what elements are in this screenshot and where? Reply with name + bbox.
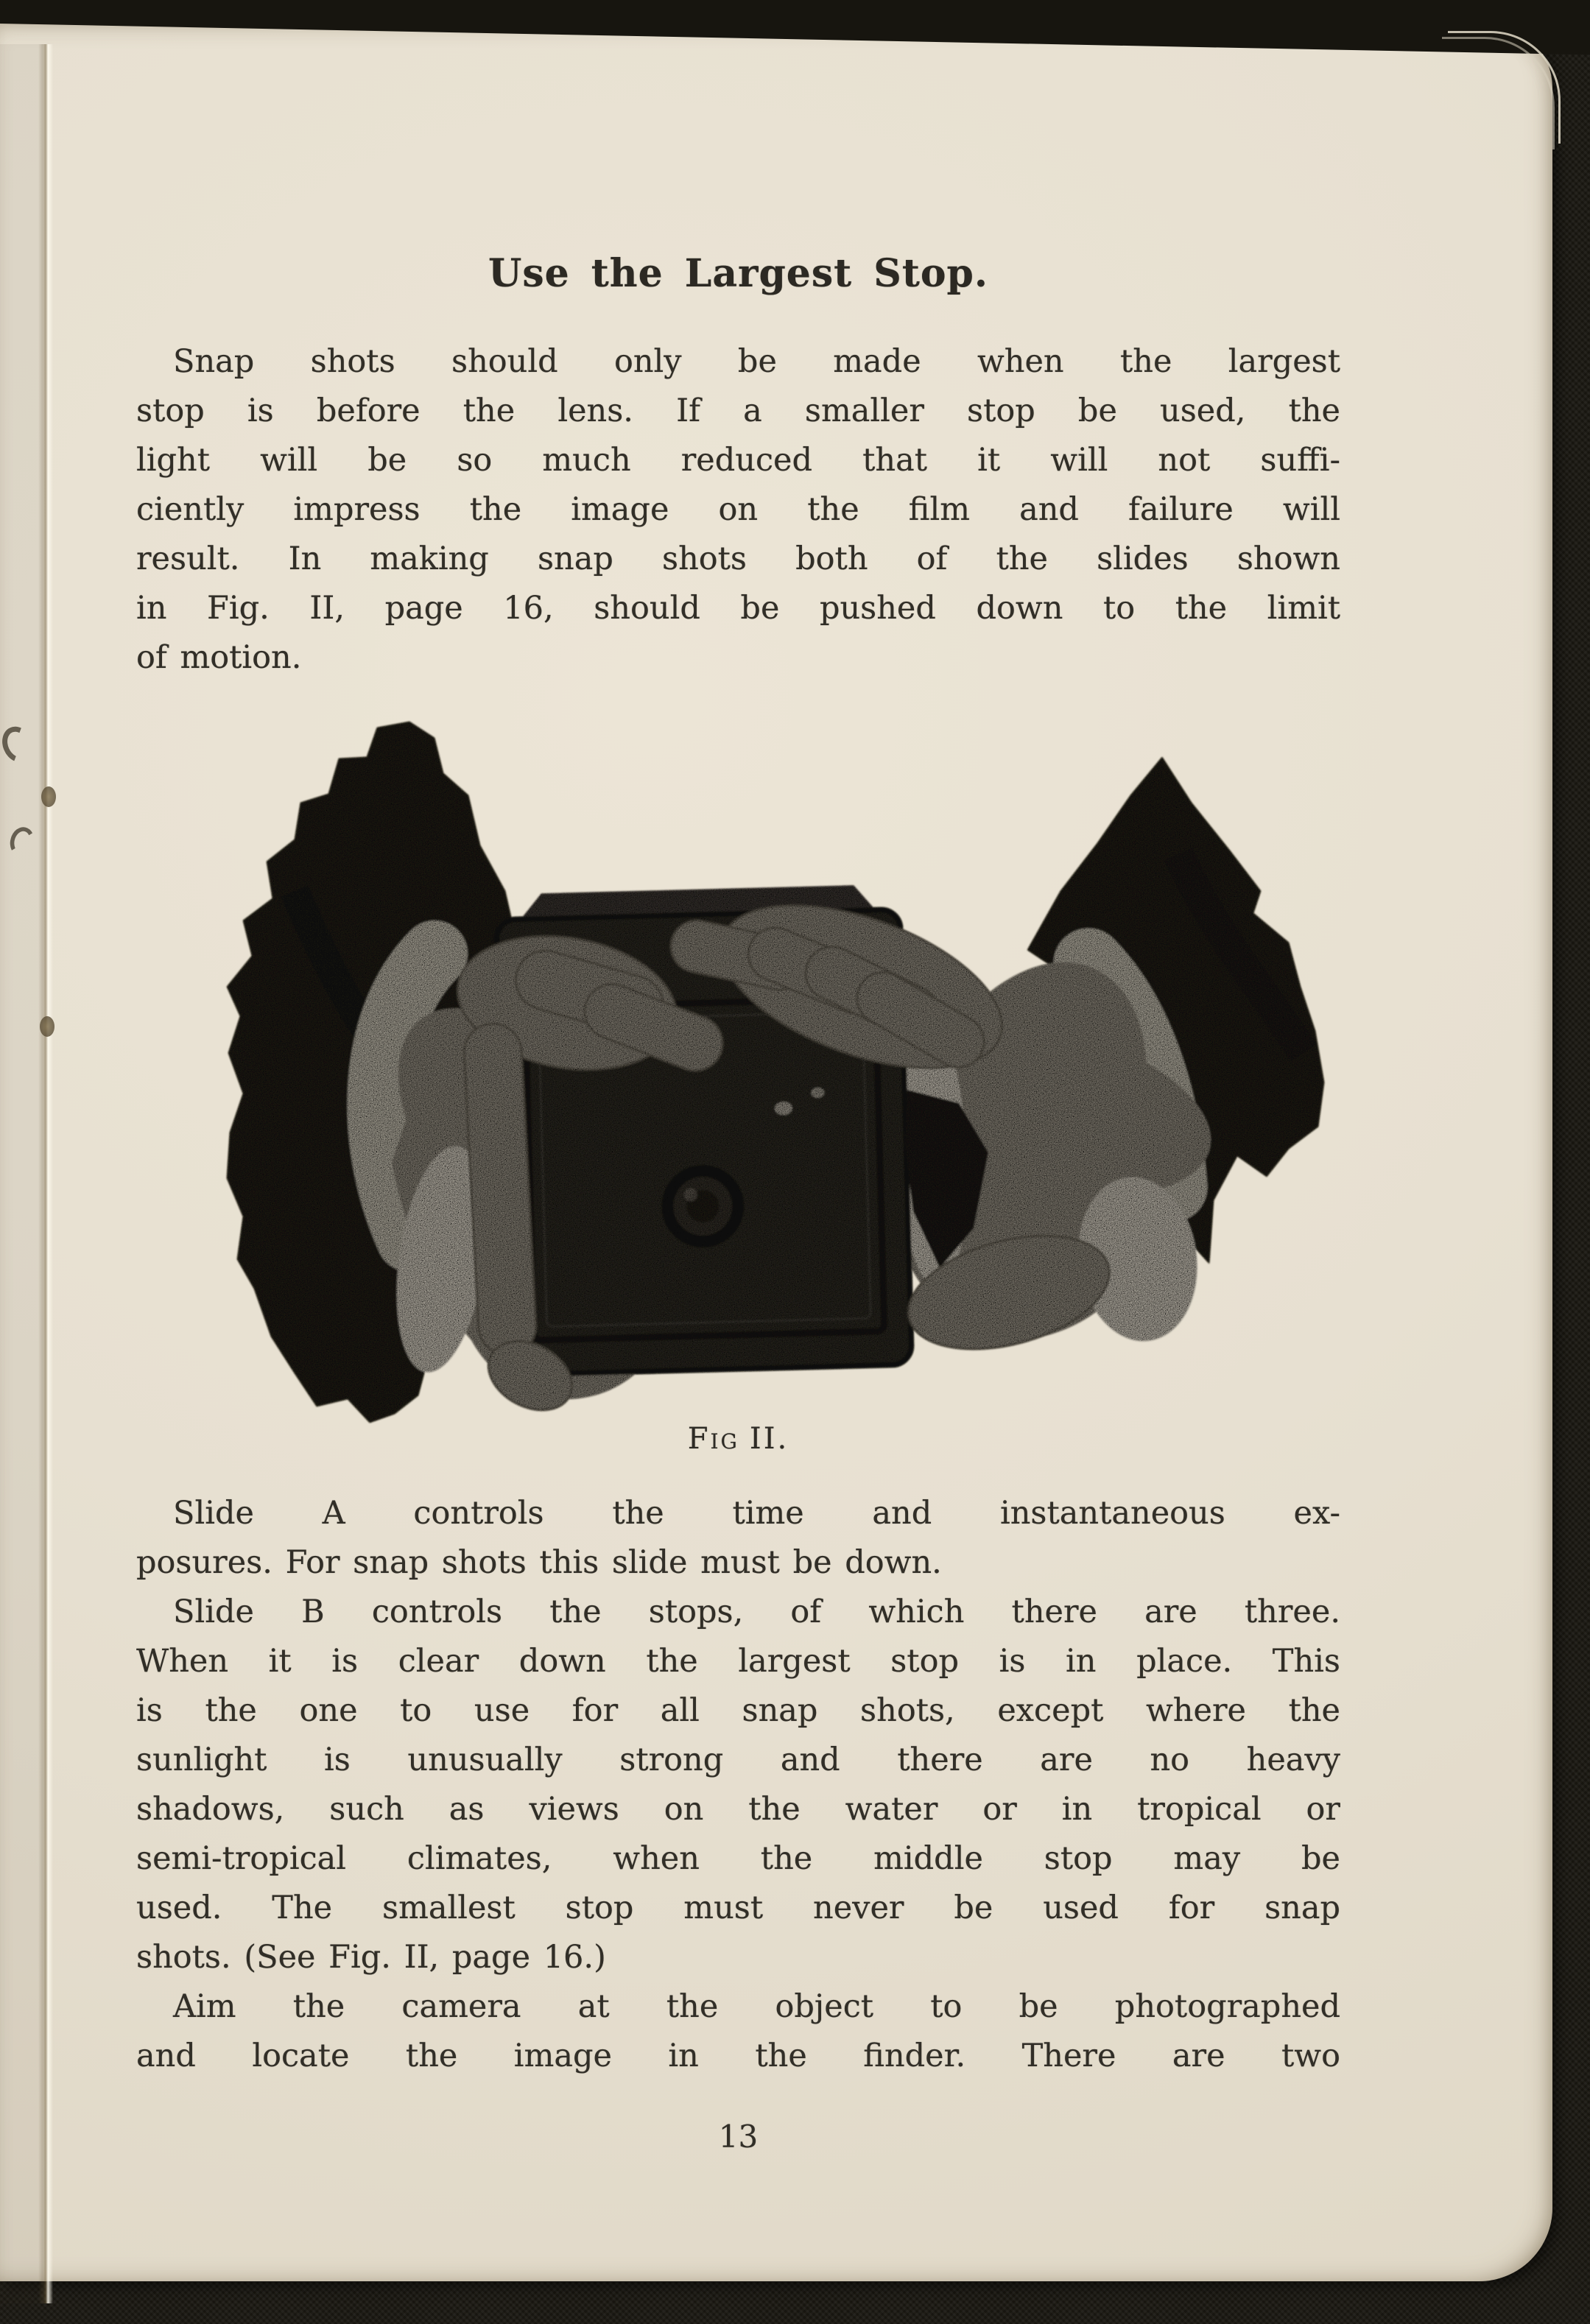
paragraph: [136, 1489, 1340, 1588]
halftone-photo: [227, 722, 1324, 1423]
figure-caption: [136, 1418, 1340, 1459]
text-line: used. The smallest stop must never be used for snap: [136, 1890, 1340, 1926]
text-line: Slide A controls the time and instantaneous ex-: [173, 1495, 1340, 1532]
text-line: and locate the image in the finder. There are two: [136, 2038, 1340, 2074]
binding-gutter: [0, 44, 43, 2303]
paragraph: [136, 1588, 1340, 1982]
text-line: shots. (See Fig. II, page 16.): [136, 1939, 606, 1976]
section-title: Use the Largest Stop.: [488, 251, 989, 296]
page-fold-crease: [38, 44, 53, 2303]
text-line: stop is before the lens. If a smaller stop be used, the: [136, 392, 1340, 429]
page-number: 13: [718, 2119, 759, 2155]
text-line: When it is clear down the largest stop is in place. This: [136, 1643, 1340, 1680]
caption-numeral: II.: [749, 1422, 789, 1456]
binding-stitch: [40, 1016, 54, 1037]
text-line: posures. For snap shots this slide must be down.: [136, 1544, 942, 1581]
paragraph: [136, 337, 1340, 683]
paragraph: [136, 1982, 1340, 2081]
text-line: is the one to use for all snap shots, except where the: [136, 1692, 1340, 1729]
text-line: Aim the camera at the object to be photographed: [173, 1988, 1340, 2025]
text-line: result. In making snap shots both of the slides shown: [136, 540, 1340, 577]
caption-label: Fig: [687, 1422, 739, 1456]
text-line: shadows, such as views on the water or in tropical or: [136, 1791, 1340, 1828]
text-line: of motion.: [136, 639, 302, 676]
text-line: light will be so much reduced that it will not suffi-: [136, 442, 1340, 479]
book-page: [0, 22, 1552, 2281]
text-line: Snap shots should only be made when the largest: [173, 343, 1340, 380]
binding-stitch: [41, 786, 56, 807]
text-line: ciently impress the image on the film and failure will: [136, 491, 1340, 528]
figure-hands-holding-camera: [184, 670, 1436, 1451]
text-line: Slide B controls the stops, of which there are three.: [173, 1594, 1340, 1630]
text-line: semi-tropical climates, when the middle stop may be: [136, 1840, 1340, 1877]
text-line: in Fig. II, page 16, should be pushed down to the limit: [136, 590, 1340, 627]
text-line: sunlight is unusually strong and there are no heavy: [136, 1742, 1340, 1778]
